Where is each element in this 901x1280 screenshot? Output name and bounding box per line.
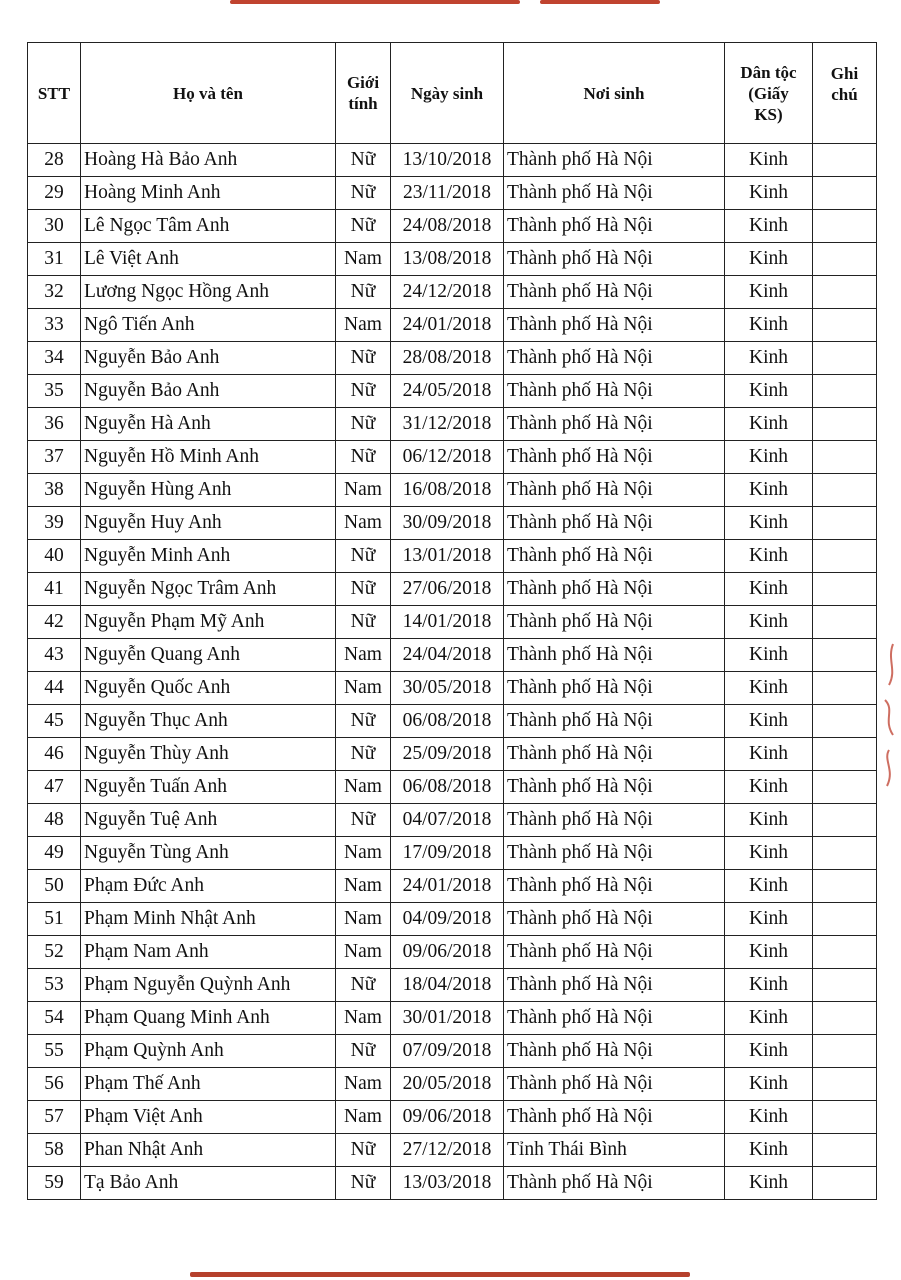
note-cell xyxy=(813,672,877,705)
birthplace-cell: Thành phố Hà Nội xyxy=(504,1035,725,1068)
gender-cell: Nam xyxy=(336,771,391,804)
birthplace-cell: Thành phố Hà Nội xyxy=(504,276,725,309)
ethnicity-cell: Kinh xyxy=(725,1068,813,1101)
note-cell xyxy=(813,540,877,573)
table-row xyxy=(28,573,877,606)
dob-cell: 30/01/2018 xyxy=(391,1002,504,1035)
gender-cell: Nam xyxy=(336,903,391,936)
student-roster-table xyxy=(27,42,877,1200)
ethnicity-cell: Kinh xyxy=(725,969,813,1002)
top-edge-mark-left xyxy=(230,0,520,4)
note-cell xyxy=(813,1035,877,1068)
table-row xyxy=(28,804,877,837)
note-cell xyxy=(813,804,877,837)
note-cell xyxy=(813,474,877,507)
table-row xyxy=(28,243,877,276)
header-ethnicity: Dân tộc (Giấy KS) xyxy=(725,43,813,144)
note-cell xyxy=(813,1068,877,1101)
ethnicity-cell: Kinh xyxy=(725,375,813,408)
gender-cell: Nữ xyxy=(336,375,391,408)
header-date-of-birth: Ngày sinh xyxy=(391,43,504,144)
table-row xyxy=(28,144,877,177)
header-gender: Giới tính xyxy=(336,43,391,144)
name-cell: Nguyễn Quang Anh xyxy=(81,639,336,672)
name-cell: Nguyễn Hà Anh xyxy=(81,408,336,441)
table-row xyxy=(28,342,877,375)
table-row xyxy=(28,639,877,672)
dob-cell: 09/06/2018 xyxy=(391,1101,504,1134)
note-cell xyxy=(813,771,877,804)
note-cell xyxy=(813,342,877,375)
dob-cell: 13/10/2018 xyxy=(391,144,504,177)
stt-cell: 37 xyxy=(28,441,81,474)
ethnicity-cell: Kinh xyxy=(725,1002,813,1035)
ethnicity-cell: Kinh xyxy=(725,837,813,870)
birthplace-cell: Thành phố Hà Nội xyxy=(504,936,725,969)
stt-cell: 29 xyxy=(28,177,81,210)
ethnicity-cell: Kinh xyxy=(725,705,813,738)
dob-cell: 13/08/2018 xyxy=(391,243,504,276)
dob-cell: 24/01/2018 xyxy=(391,309,504,342)
birthplace-cell: Thành phố Hà Nội xyxy=(504,639,725,672)
table-row xyxy=(28,1002,877,1035)
table-row xyxy=(28,309,877,342)
note-cell xyxy=(813,837,877,870)
table-row xyxy=(28,540,877,573)
gender-cell: Nữ xyxy=(336,342,391,375)
birthplace-cell: Thành phố Hà Nội xyxy=(504,870,725,903)
gender-cell: Nữ xyxy=(336,441,391,474)
table-row xyxy=(28,441,877,474)
ethnicity-cell: Kinh xyxy=(725,1101,813,1134)
ethnicity-cell: Kinh xyxy=(725,507,813,540)
gender-cell: Nữ xyxy=(336,738,391,771)
stt-cell: 30 xyxy=(28,210,81,243)
dob-cell: 27/06/2018 xyxy=(391,573,504,606)
note-cell xyxy=(813,144,877,177)
ethnicity-cell: Kinh xyxy=(725,573,813,606)
name-cell: Lê Việt Anh xyxy=(81,243,336,276)
stt-cell: 42 xyxy=(28,606,81,639)
dob-cell: 06/12/2018 xyxy=(391,441,504,474)
birthplace-cell: Thành phố Hà Nội xyxy=(504,243,725,276)
gender-cell: Nam xyxy=(336,837,391,870)
table-row xyxy=(28,1068,877,1101)
gender-cell: Nữ xyxy=(336,1134,391,1167)
ethnicity-cell: Kinh xyxy=(725,210,813,243)
stt-cell: 53 xyxy=(28,969,81,1002)
stt-cell: 43 xyxy=(28,639,81,672)
note-cell xyxy=(813,870,877,903)
ethnicity-cell: Kinh xyxy=(725,771,813,804)
birthplace-cell: Thành phố Hà Nội xyxy=(504,177,725,210)
name-cell: Nguyễn Hùng Anh xyxy=(81,474,336,507)
note-cell xyxy=(813,507,877,540)
stt-cell: 31 xyxy=(28,243,81,276)
stt-cell: 47 xyxy=(28,771,81,804)
ethnicity-cell: Kinh xyxy=(725,408,813,441)
table-row xyxy=(28,177,877,210)
birthplace-cell: Thành phố Hà Nội xyxy=(504,837,725,870)
name-cell: Hoàng Hà Bảo Anh xyxy=(81,144,336,177)
name-cell: Nguyễn Bảo Anh xyxy=(81,375,336,408)
name-cell: Nguyễn Thục Anh xyxy=(81,705,336,738)
stt-cell: 57 xyxy=(28,1101,81,1134)
table-row xyxy=(28,606,877,639)
dob-cell: 06/08/2018 xyxy=(391,771,504,804)
stt-cell: 55 xyxy=(28,1035,81,1068)
gender-cell: Nam xyxy=(336,639,391,672)
birthplace-cell: Thành phố Hà Nội xyxy=(504,540,725,573)
ethnicity-cell: Kinh xyxy=(725,276,813,309)
bottom-edge-mark xyxy=(190,1272,690,1277)
name-cell: Lê Ngọc Tâm Anh xyxy=(81,210,336,243)
stt-cell: 59 xyxy=(28,1167,81,1200)
birthplace-cell: Thành phố Hà Nội xyxy=(504,144,725,177)
name-cell: Phạm Việt Anh xyxy=(81,1101,336,1134)
dob-cell: 09/06/2018 xyxy=(391,936,504,969)
dob-cell: 30/05/2018 xyxy=(391,672,504,705)
table-row xyxy=(28,903,877,936)
note-cell xyxy=(813,375,877,408)
table-row xyxy=(28,1134,877,1167)
birthplace-cell: Thành phố Hà Nội xyxy=(504,606,725,639)
table-body xyxy=(28,144,877,1200)
birthplace-cell: Thành phố Hà Nội xyxy=(504,771,725,804)
gender-cell: Nam xyxy=(336,474,391,507)
note-cell xyxy=(813,606,877,639)
table-header-row xyxy=(28,43,877,144)
table-row xyxy=(28,276,877,309)
name-cell: Phạm Thế Anh xyxy=(81,1068,336,1101)
note-cell xyxy=(813,210,877,243)
name-cell: Nguyễn Tùng Anh xyxy=(81,837,336,870)
birthplace-cell: Thành phố Hà Nội xyxy=(504,375,725,408)
name-cell: Nguyễn Hồ Minh Anh xyxy=(81,441,336,474)
stt-cell: 50 xyxy=(28,870,81,903)
name-cell: Phạm Nguyễn Quỳnh Anh xyxy=(81,969,336,1002)
stt-cell: 38 xyxy=(28,474,81,507)
dob-cell: 27/12/2018 xyxy=(391,1134,504,1167)
table-row xyxy=(28,375,877,408)
table-row xyxy=(28,474,877,507)
ethnicity-cell: Kinh xyxy=(725,144,813,177)
ethnicity-cell: Kinh xyxy=(725,870,813,903)
dob-cell: 07/09/2018 xyxy=(391,1035,504,1068)
stt-cell: 48 xyxy=(28,804,81,837)
gender-cell: Nam xyxy=(336,672,391,705)
birthplace-cell: Thành phố Hà Nội xyxy=(504,1002,725,1035)
stt-cell: 51 xyxy=(28,903,81,936)
dob-cell: 24/05/2018 xyxy=(391,375,504,408)
table-row xyxy=(28,1035,877,1068)
name-cell: Phan Nhật Anh xyxy=(81,1134,336,1167)
ethnicity-cell: Kinh xyxy=(725,243,813,276)
gender-cell: Nam xyxy=(336,1101,391,1134)
name-cell: Lương Ngọc Hồng Anh xyxy=(81,276,336,309)
name-cell: Nguyễn Bảo Anh xyxy=(81,342,336,375)
birthplace-cell: Thành phố Hà Nội xyxy=(504,903,725,936)
dob-cell: 04/09/2018 xyxy=(391,903,504,936)
birthplace-cell: Thành phố Hà Nội xyxy=(504,441,725,474)
stt-cell: 28 xyxy=(28,144,81,177)
table-row xyxy=(28,771,877,804)
dob-cell: 20/05/2018 xyxy=(391,1068,504,1101)
table-row xyxy=(28,1101,877,1134)
stt-cell: 56 xyxy=(28,1068,81,1101)
birthplace-cell: Thành phố Hà Nội xyxy=(504,342,725,375)
name-cell: Hoàng Minh Anh xyxy=(81,177,336,210)
birthplace-cell: Thành phố Hà Nội xyxy=(504,1101,725,1134)
stt-cell: 35 xyxy=(28,375,81,408)
stt-cell: 39 xyxy=(28,507,81,540)
gender-cell: Nữ xyxy=(336,177,391,210)
name-cell: Nguyễn Tuấn Anh xyxy=(81,771,336,804)
ethnicity-cell: Kinh xyxy=(725,1167,813,1200)
gender-cell: Nữ xyxy=(336,705,391,738)
note-cell xyxy=(813,639,877,672)
header-full-name: Họ và tên xyxy=(81,43,336,144)
table-row xyxy=(28,672,877,705)
ethnicity-cell: Kinh xyxy=(725,804,813,837)
gender-cell: Nữ xyxy=(336,210,391,243)
ethnicity-cell: Kinh xyxy=(725,342,813,375)
table-row xyxy=(28,936,877,969)
gender-cell: Nữ xyxy=(336,276,391,309)
ethnicity-cell: Kinh xyxy=(725,639,813,672)
table-row xyxy=(28,837,877,870)
ethnicity-cell: Kinh xyxy=(725,441,813,474)
note-cell xyxy=(813,276,877,309)
dob-cell: 13/03/2018 xyxy=(391,1167,504,1200)
ethnicity-cell: Kinh xyxy=(725,606,813,639)
stt-cell: 52 xyxy=(28,936,81,969)
birthplace-cell: Thành phố Hà Nội xyxy=(504,408,725,441)
birthplace-cell: Thành phố Hà Nội xyxy=(504,969,725,1002)
table-row xyxy=(28,210,877,243)
ethnicity-cell: Kinh xyxy=(725,177,813,210)
gender-cell: Nữ xyxy=(336,969,391,1002)
header-note: Ghi chú xyxy=(813,43,877,144)
stt-cell: 36 xyxy=(28,408,81,441)
table-row xyxy=(28,870,877,903)
dob-cell: 13/01/2018 xyxy=(391,540,504,573)
birthplace-cell: Thành phố Hà Nội xyxy=(504,705,725,738)
dob-cell: 30/09/2018 xyxy=(391,507,504,540)
name-cell: Phạm Quang Minh Anh xyxy=(81,1002,336,1035)
birthplace-cell: Thành phố Hà Nội xyxy=(504,309,725,342)
red-stamp-edge-mark xyxy=(879,640,901,790)
note-cell xyxy=(813,969,877,1002)
birthplace-cell: Tỉnh Thái Bình xyxy=(504,1134,725,1167)
table-row xyxy=(28,1167,877,1200)
birthplace-cell: Thành phố Hà Nội xyxy=(504,507,725,540)
note-cell xyxy=(813,738,877,771)
top-edge-mark-right xyxy=(540,0,660,4)
birthplace-cell: Thành phố Hà Nội xyxy=(504,672,725,705)
note-cell xyxy=(813,1002,877,1035)
birthplace-cell: Thành phố Hà Nội xyxy=(504,804,725,837)
gender-cell: Nam xyxy=(336,870,391,903)
gender-cell: Nữ xyxy=(336,408,391,441)
name-cell: Nguyễn Phạm Mỹ Anh xyxy=(81,606,336,639)
header-stt: STT xyxy=(28,43,81,144)
dob-cell: 31/12/2018 xyxy=(391,408,504,441)
ethnicity-cell: Kinh xyxy=(725,672,813,705)
dob-cell: 14/01/2018 xyxy=(391,606,504,639)
dob-cell: 23/11/2018 xyxy=(391,177,504,210)
stt-cell: 34 xyxy=(28,342,81,375)
gender-cell: Nam xyxy=(336,243,391,276)
gender-cell: Nam xyxy=(336,936,391,969)
dob-cell: 25/09/2018 xyxy=(391,738,504,771)
note-cell xyxy=(813,177,877,210)
birthplace-cell: Thành phố Hà Nội xyxy=(504,210,725,243)
note-cell xyxy=(813,573,877,606)
stt-cell: 45 xyxy=(28,705,81,738)
ethnicity-cell: Kinh xyxy=(725,903,813,936)
ethnicity-cell: Kinh xyxy=(725,309,813,342)
gender-cell: Nam xyxy=(336,309,391,342)
name-cell: Nguyễn Minh Anh xyxy=(81,540,336,573)
gender-cell: Nam xyxy=(336,507,391,540)
birthplace-cell: Thành phố Hà Nội xyxy=(504,474,725,507)
birthplace-cell: Thành phố Hà Nội xyxy=(504,738,725,771)
name-cell: Phạm Đức Anh xyxy=(81,870,336,903)
gender-cell: Nam xyxy=(336,1002,391,1035)
gender-cell: Nữ xyxy=(336,804,391,837)
dob-cell: 24/12/2018 xyxy=(391,276,504,309)
ethnicity-cell: Kinh xyxy=(725,936,813,969)
dob-cell: 28/08/2018 xyxy=(391,342,504,375)
note-cell xyxy=(813,243,877,276)
name-cell: Nguyễn Tuệ Anh xyxy=(81,804,336,837)
name-cell: Nguyễn Ngọc Trâm Anh xyxy=(81,573,336,606)
ethnicity-cell: Kinh xyxy=(725,738,813,771)
ethnicity-cell: Kinh xyxy=(725,1134,813,1167)
table-row xyxy=(28,705,877,738)
name-cell: Ngô Tiến Anh xyxy=(81,309,336,342)
dob-cell: 16/08/2018 xyxy=(391,474,504,507)
gender-cell: Nữ xyxy=(336,606,391,639)
stt-cell: 32 xyxy=(28,276,81,309)
note-cell xyxy=(813,441,877,474)
gender-cell: Nữ xyxy=(336,540,391,573)
ethnicity-cell: Kinh xyxy=(725,1035,813,1068)
ethnicity-cell: Kinh xyxy=(725,474,813,507)
dob-cell: 17/09/2018 xyxy=(391,837,504,870)
name-cell: Phạm Quỳnh Anh xyxy=(81,1035,336,1068)
birthplace-cell: Thành phố Hà Nội xyxy=(504,1068,725,1101)
note-cell xyxy=(813,1134,877,1167)
ethnicity-cell: Kinh xyxy=(725,540,813,573)
note-cell xyxy=(813,408,877,441)
name-cell: Phạm Minh Nhật Anh xyxy=(81,903,336,936)
table-row xyxy=(28,408,877,441)
dob-cell: 24/01/2018 xyxy=(391,870,504,903)
dob-cell: 04/07/2018 xyxy=(391,804,504,837)
dob-cell: 24/04/2018 xyxy=(391,639,504,672)
gender-cell: Nam xyxy=(336,1068,391,1101)
gender-cell: Nữ xyxy=(336,1035,391,1068)
header-birthplace: Nơi sinh xyxy=(504,43,725,144)
stt-cell: 49 xyxy=(28,837,81,870)
stt-cell: 46 xyxy=(28,738,81,771)
name-cell: Nguyễn Quốc Anh xyxy=(81,672,336,705)
gender-cell: Nữ xyxy=(336,1167,391,1200)
stt-cell: 54 xyxy=(28,1002,81,1035)
gender-cell: Nữ xyxy=(336,573,391,606)
dob-cell: 18/04/2018 xyxy=(391,969,504,1002)
name-cell: Nguyễn Thùy Anh xyxy=(81,738,336,771)
table-row xyxy=(28,738,877,771)
stt-cell: 33 xyxy=(28,309,81,342)
note-cell xyxy=(813,309,877,342)
dob-cell: 06/08/2018 xyxy=(391,705,504,738)
note-cell xyxy=(813,1167,877,1200)
birthplace-cell: Thành phố Hà Nội xyxy=(504,573,725,606)
stt-cell: 58 xyxy=(28,1134,81,1167)
name-cell: Tạ Bảo Anh xyxy=(81,1167,336,1200)
name-cell: Nguyễn Huy Anh xyxy=(81,507,336,540)
stt-cell: 41 xyxy=(28,573,81,606)
gender-cell: Nữ xyxy=(336,144,391,177)
note-cell xyxy=(813,705,877,738)
table-row xyxy=(28,969,877,1002)
stt-cell: 44 xyxy=(28,672,81,705)
table-row xyxy=(28,507,877,540)
dob-cell: 24/08/2018 xyxy=(391,210,504,243)
birthplace-cell: Thành phố Hà Nội xyxy=(504,1167,725,1200)
note-cell xyxy=(813,936,877,969)
stt-cell: 40 xyxy=(28,540,81,573)
note-cell xyxy=(813,1101,877,1134)
name-cell: Phạm Nam Anh xyxy=(81,936,336,969)
note-cell xyxy=(813,903,877,936)
